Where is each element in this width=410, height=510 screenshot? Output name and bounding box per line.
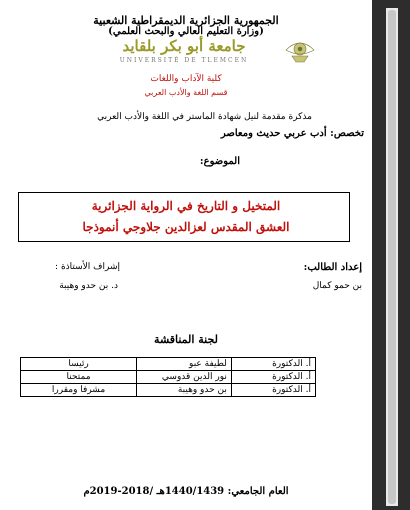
table-row (21, 358, 316, 371)
committee-table (20, 357, 316, 397)
table-row (21, 384, 316, 397)
committee-title: لجنة المناقشة (154, 333, 218, 346)
committee-role: ممتحنا (21, 371, 137, 384)
department-name: قسم اللغة والأدب العربي (144, 88, 228, 97)
student-label: إعداد الطالب: (303, 262, 362, 273)
committee-member-name: بن حدو وهيبة (137, 384, 232, 397)
committee-member-name: لطيفة عبو (137, 358, 232, 371)
subject-title-line1: المتخيل و التاريخ في الرواية الجزائرية (91, 199, 281, 213)
subject-label: الموضوع: (199, 156, 240, 167)
university-name-ar: جامعة أبو بكر بلقايد (122, 37, 246, 55)
academic-year: العام الجامعي: 1440/1439هـ /2018-2019م (83, 486, 289, 497)
committee-rank: أ. الدكتورة (231, 384, 315, 397)
supervisor-label: إشراف الأستاذة : (55, 262, 120, 272)
university-name-fr: UNIVERSITÉ DE TLEMCEN (119, 57, 249, 64)
thesis-specialty: تخصص: أدب عربي حديث ومعاصر (220, 128, 364, 139)
thesis-note: مذكرة مقدمة لنيل شهادة الماستر في اللغة والأدب العربي (97, 112, 312, 122)
committee-member-name: نور الدين قدوسي (137, 371, 232, 384)
table-row (21, 371, 316, 384)
committee-rank: أ. الدكتورة (231, 358, 315, 371)
ministry-heading: (وزارة التعليم العالي والبحث العلمي) (108, 26, 264, 37)
supervisor-name: د. بن حدو وهيبة (59, 281, 118, 291)
republic-heading: الجمهورية الجزائرية الديمقراطية الشعبية (93, 14, 279, 27)
committee-role: رئيسا (21, 358, 137, 371)
faculty-name: كلية الآداب واللغات (150, 74, 222, 84)
committee-role: مشرفا ومقررا (21, 384, 137, 397)
committee-rank: أ. الدكتورة (231, 371, 315, 384)
subject-title-line2: العشق المقدس لعزالدين جلاوجي أنموذجا (82, 220, 290, 234)
university-logo-banner (90, 36, 340, 70)
scrollbar-thumb[interactable] (388, 10, 396, 504)
student-name: بن حمو كمال (312, 281, 362, 291)
